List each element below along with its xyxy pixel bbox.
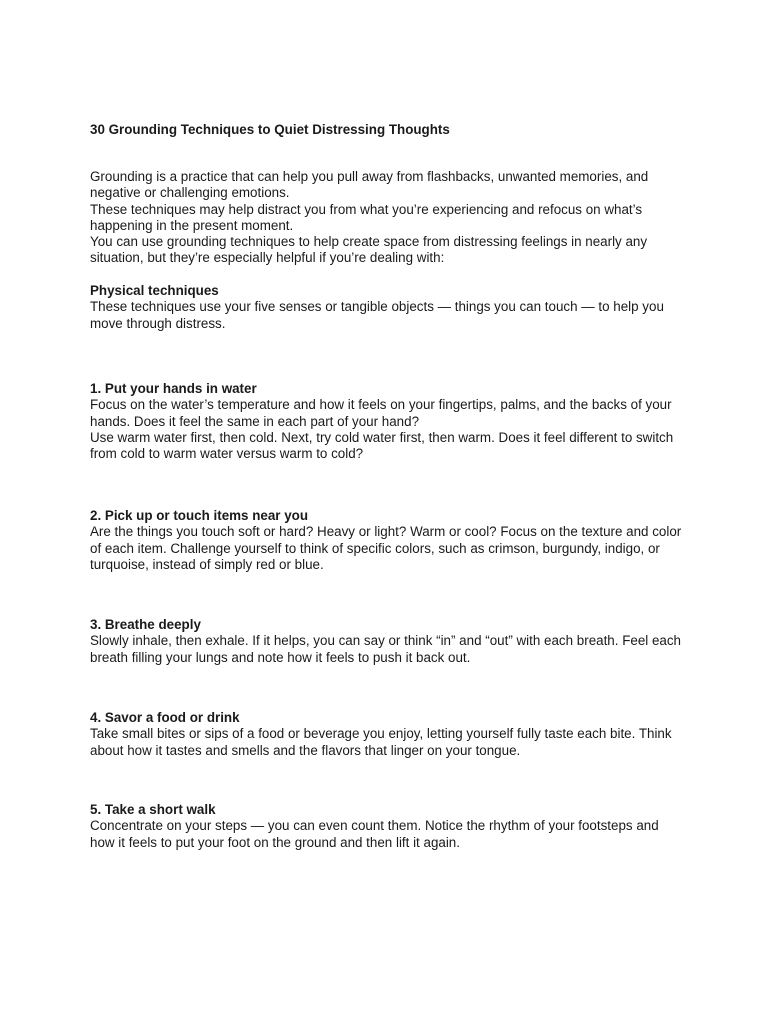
document-title: 30 Grounding Techniques to Quiet Distressing Thoughts — [90, 122, 450, 137]
section-heading: Physical techniques — [90, 283, 219, 298]
technique-heading: 5. Take a short walk — [90, 802, 216, 817]
physical-techniques-section — [90, 283, 686, 332]
technique-heading: 2. Pick up or touch items near you — [90, 508, 309, 523]
technique-heading: 3. Breathe deeply — [90, 617, 201, 632]
section-paragraph: These techniques use your five senses or tangible objects — things you can touch — to help you move through distress. — [90, 299, 664, 331]
technique-paragraph: Are the things you touch soft or hard? Heavy or light? Warm or cool? Focus on the texture and color of each item. Challenge yourself to think of specific colors, such as crimson, burgundy, indigo, or turquoise, instead of simply red or blue. — [90, 524, 682, 572]
technique-heading: 4. Savor a food or drink — [90, 710, 240, 725]
intro-paragraph: Grounding is a practice that can help you pull away from flashbacks, unwanted memories, and negative or challenging emotions. — [90, 169, 649, 201]
technique-paragraph: Concentrate on your steps — you can even count them. Notice the rhythm of your footsteps and how it feels to put your foot on the ground and then lift it again. — [90, 818, 659, 850]
technique-4 — [90, 710, 686, 759]
technique-5 — [90, 802, 686, 851]
intro-section — [90, 169, 686, 267]
technique-heading: 1. Put your hands in water — [90, 381, 257, 396]
technique-paragraph: Focus on the water’s temperature and how it feels on your fingertips, palms, and the backs of your hands. Does it feel the same in each part of your hand? — [90, 397, 672, 429]
intro-paragraph: These techniques may help distract you from what you’re experiencing and refocus on what’s happening in the present moment. — [90, 201, 643, 233]
technique-paragraph: Take small bites or sips of a food or beverage you enjoy, letting yourself fully taste each bite. Think about how it tastes and smells and the flavors that linger on your tongue. — [90, 726, 672, 758]
intro-paragraph: You can use grounding techniques to help create space from distressing feelings in nearly any situation, but they’re especially helpful if you’re dealing with: — [90, 234, 648, 266]
technique-paragraph: Use warm water first, then cold. Next, try cold water first, then warm. Does it feel different to switch from cold to warm water versus warm to cold? — [90, 429, 674, 462]
technique-paragraph: Slowly inhale, then exhale. If it helps, you can say or think “in” and “out” with each breath. Feel each breath filling your lungs and note how it feels to push it back out. — [90, 633, 681, 665]
technique-2 — [90, 508, 686, 573]
technique-3 — [90, 617, 686, 666]
technique-1 — [90, 381, 686, 462]
